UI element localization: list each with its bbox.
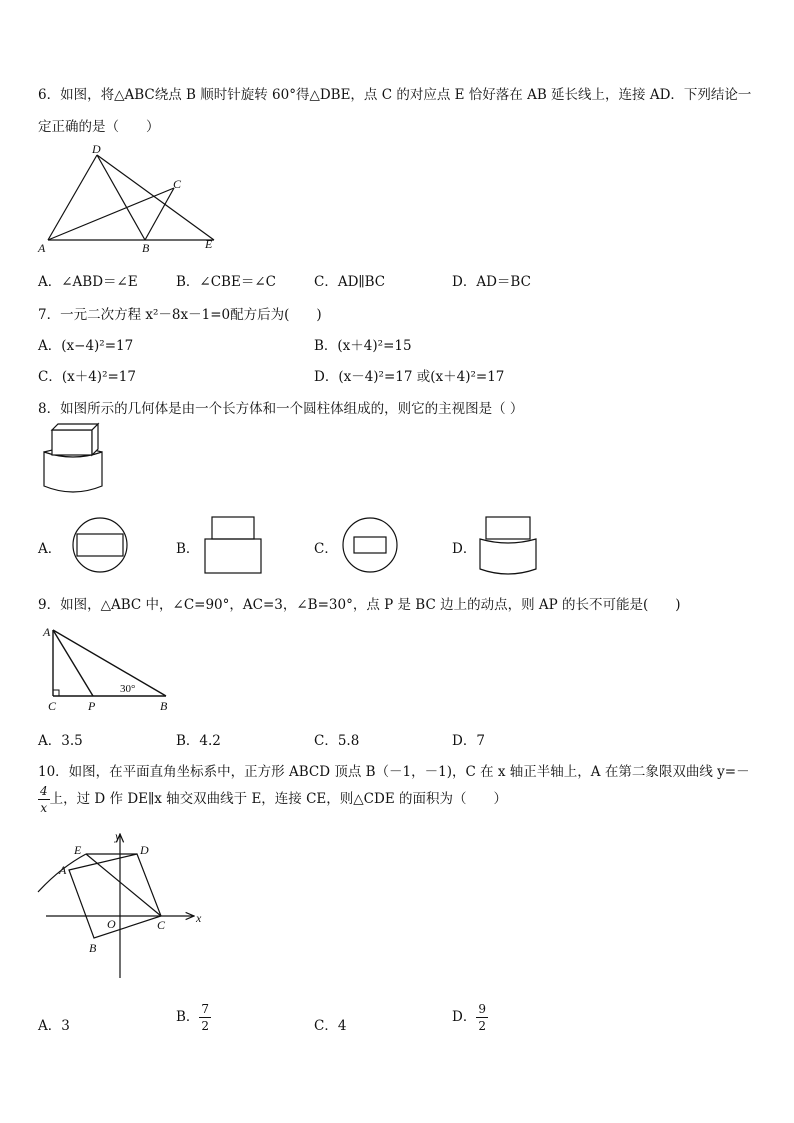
q9-label-P: P <box>88 699 96 713</box>
q10-option-b-num: 7 <box>201 1002 210 1016</box>
q8-option-d-figure <box>476 515 540 577</box>
q6-label-C: C <box>173 177 182 191</box>
q6-label-E: E <box>205 237 213 251</box>
q9-option-b: B．4.2 <box>176 733 221 749</box>
q10-label-y: y <box>115 830 121 843</box>
q10-option-d <box>452 1003 488 1032</box>
q10-figure <box>36 830 216 982</box>
q10-stem-line2-text: 上，过 D 作 DE∥x 轴交双曲线于 E，连接 CE，则△CDE 的面积为（ ） <box>49 791 507 807</box>
q10-option-b-letter: B． <box>176 1009 200 1025</box>
q10-stem-line2 <box>38 785 507 814</box>
q6-stem-line1: 6．如图，将△ABC绕点 B 顺时针旋转 60°得△DBE，点 C 的对应点 E 恰好落在 AB 延长线上，连接 AD．下列结论一 <box>38 87 752 103</box>
q10-option-b <box>176 1003 211 1032</box>
q10-option-c: C．4 <box>314 1018 347 1034</box>
q10-option-d-fraction <box>476 1003 488 1032</box>
q9-angle-label: 30° <box>120 683 136 695</box>
q10-option-b-fraction <box>199 1003 211 1032</box>
q6-option-b: B．∠CBE＝∠C <box>176 274 276 290</box>
q9-stem: 9．如图，△ABC 中，∠C=90°，AC=3，∠B=30°，点 P 是 BC 边上的动点，则 AP 的长不可能是( ) <box>38 597 681 613</box>
q10-label-E: E <box>74 843 82 857</box>
q8-option-b-figure <box>202 515 264 577</box>
q6-label-B: B <box>142 241 150 255</box>
q10-label-C: C <box>157 918 166 932</box>
q10-label-B: B <box>89 941 97 955</box>
q7-option-b: B．(x＋4)²=15 <box>314 338 412 354</box>
q8-option-b-letter: B． <box>176 541 200 557</box>
q9-option-a: A．3.5 <box>38 733 83 749</box>
q8-stem: 8．如图所示的几何体是由一个长方体和一个圆柱体组成的，则它的主视图是（ ） <box>38 401 524 417</box>
q10-label-x: x <box>196 911 202 925</box>
q7-option-d: D．(x－4)²=17 或(x＋4)²=17 <box>314 369 505 385</box>
q8-option-c-figure <box>340 516 400 574</box>
q9-option-d: D．7 <box>452 733 485 749</box>
q10-frac-num: 4 <box>40 784 48 798</box>
q7-option-c: C．(x＋4)²=17 <box>38 369 136 385</box>
q7-stem: 7．一元二次方程 x²－8x－1=0配方后为( ) <box>38 307 322 323</box>
q10-label-D: D <box>140 843 149 857</box>
q6-label-A: A <box>38 241 46 255</box>
q6-option-c: C．AD∥BC <box>314 274 386 290</box>
q9-label-A: A <box>43 625 51 639</box>
q8-option-d-letter: D． <box>452 541 477 557</box>
q6-label-D: D <box>92 142 101 156</box>
q6-option-d: D．AD＝BC <box>452 274 531 290</box>
q10-hyperbola-fraction <box>38 785 50 814</box>
q9-label-B: B <box>160 699 168 713</box>
q10-option-d-den: 2 <box>478 1019 486 1033</box>
q8-solid-figure <box>40 420 106 498</box>
q6-stem-line2: 定正确的是（ ） <box>38 119 160 135</box>
q10-label-A: A <box>59 863 67 877</box>
q9-option-c: C．5.8 <box>314 733 360 749</box>
q10-option-b-den: 2 <box>201 1019 210 1033</box>
q7-option-a: A．(x−4)²=17 <box>38 338 134 354</box>
q9-label-C: C <box>48 699 57 713</box>
q10-option-d-letter: D． <box>452 1009 477 1025</box>
q9-figure <box>38 620 178 716</box>
q8-option-a-figure <box>68 516 132 574</box>
q8-option-a-letter: A． <box>38 541 62 557</box>
q10-option-d-num: 9 <box>478 1002 486 1016</box>
q8-option-c-letter: C． <box>314 541 338 557</box>
q10-label-O: O <box>107 917 116 931</box>
q6-figure <box>34 140 224 260</box>
q6-option-a: A．∠ABD＝∠E <box>38 274 138 290</box>
q10-frac-den: x <box>40 801 48 815</box>
q10-option-a: A．3 <box>38 1018 70 1034</box>
q10-stem-line1: 10．如图，在平面直角坐标系中，正方形 ABCD 顶点 B（－1，－1)，C 在 x 轴正半轴上，A 在第二象限双曲线 y=－ <box>38 764 750 780</box>
